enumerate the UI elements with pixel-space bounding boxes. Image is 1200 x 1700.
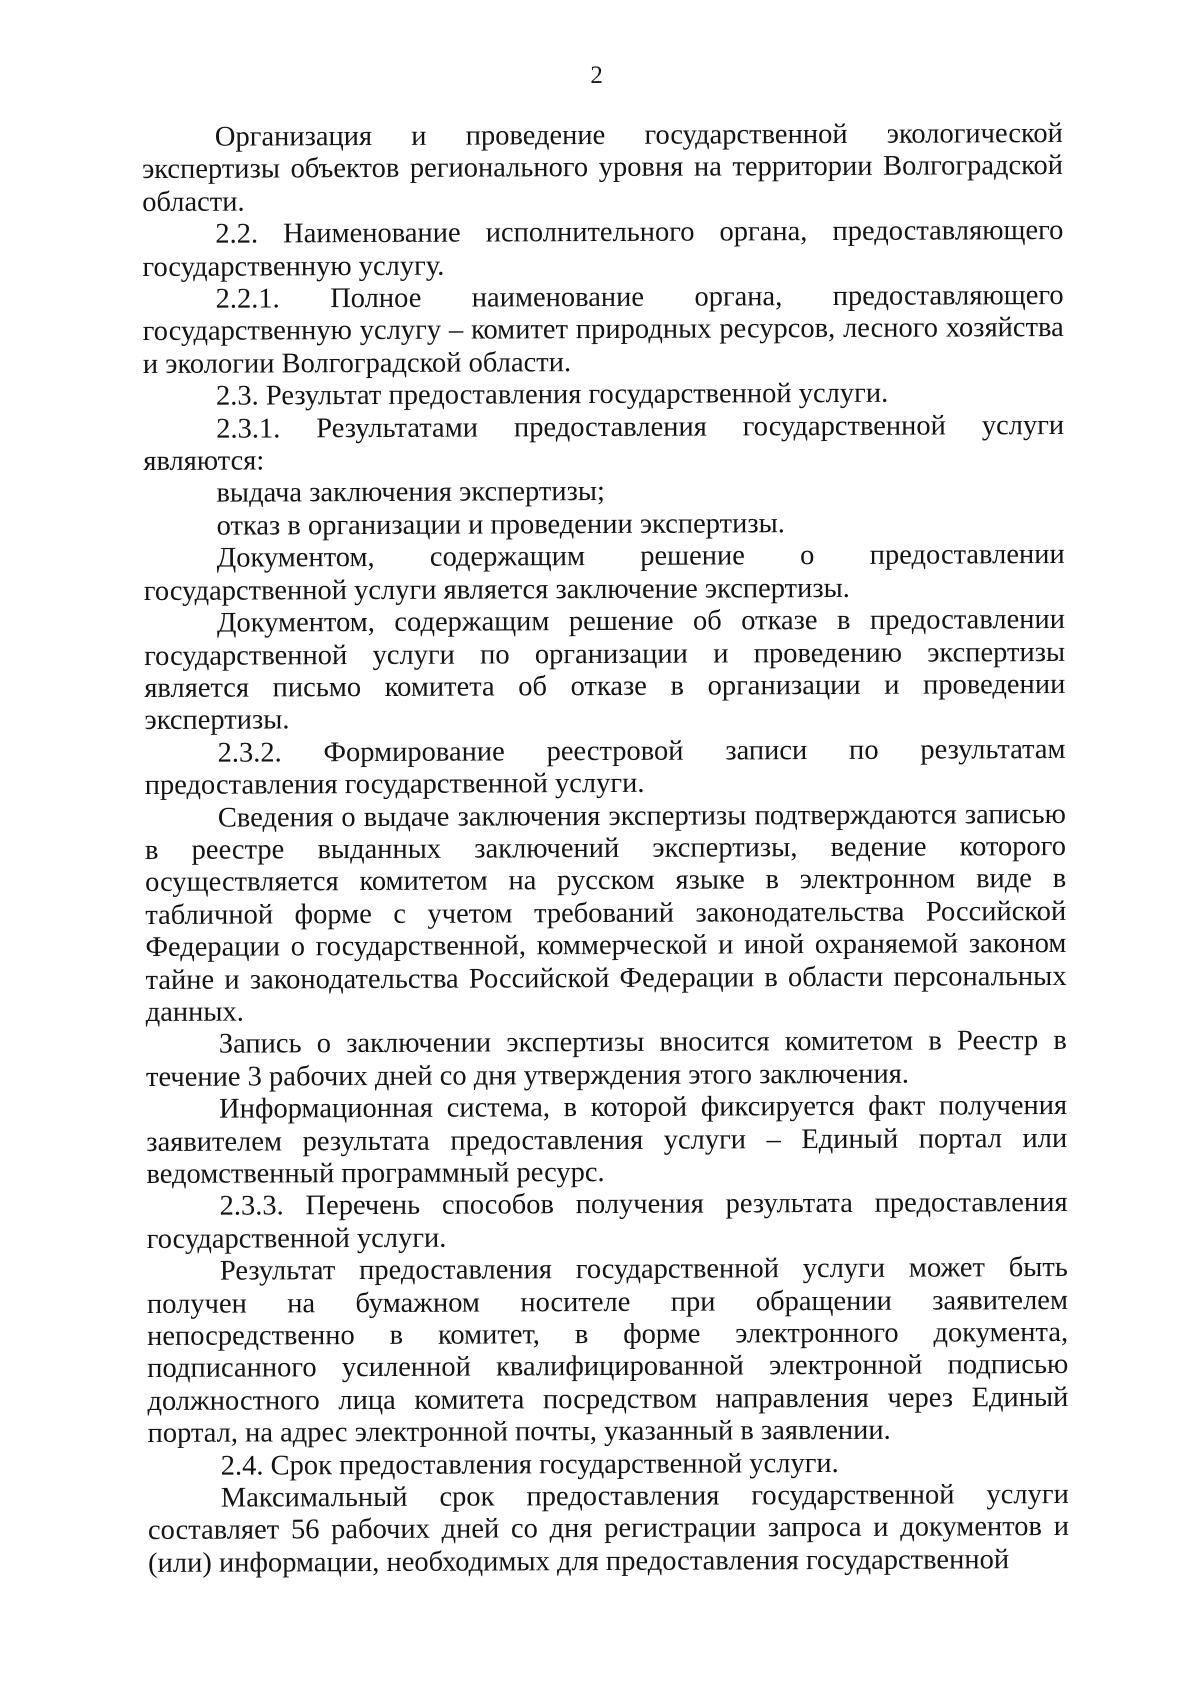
paragraph-2-2: 2.2. Наименование исполнительного органа, предоставляющего государственную услугу.	[142, 215, 1064, 283]
paragraph-service-name: Организация и проведение государственной экологической экспертизы объектов регионального уровня на территории Волгоградской области.	[141, 117, 1064, 218]
paragraph-registry-info: Сведения о выдаче заключения экспертизы подтверждаются записью в реестре выданных заключений экспертизы, ведение которого осуществляется комитетом на русском языке в электронном виде в табличной форме с учетом требований законодательства Российской Федерации о государственной, коммерческой и иной охраняемой законом тайне и законодательства Российской Федерации в области персональных данных.	[144, 798, 1067, 1028]
paragraph-2-3-2: 2.3.2. Формирование реестровой записи по результатам предоставления государственной услуги.	[144, 733, 1066, 802]
paragraph-max-term: Максимальный срок предоставления государственной услуги составляет 56 рабочих дней со дня регистрации запроса и документов и (или) информации, необходимых для предоставления государственной	[147, 1479, 1070, 1579]
document-body	[142, 118, 1069, 1580]
paragraph-registry-entry: Запись о заключении экспертизы вносится комитетом в Реестр в течение 3 рабочих дней со дня утверждения этого заключения.	[145, 1025, 1067, 1093]
paragraph-2-2-1: 2.2.1. Полное наименование органа, предоставляющего государственную услугу – комитет природных ресурсов, лесного хозяйства и экологии Волгоградской области.	[142, 280, 1064, 380]
paragraph-decision-document: Документом, содержащим решение о предоставлении государственной услуги является заключение экспертизы.	[143, 539, 1065, 607]
paragraph-2-3-3: 2.3.3. Перечень способов получения результата предоставления государственной услуги.	[146, 1187, 1068, 1255]
paragraph-2-4: 2.4. Срок предоставления государственной услуги.	[220, 1447, 839, 1482]
list-item-issue-conclusion: выдача заключения экспертизы;	[216, 476, 605, 510]
list-item-refusal: отказ в организации и проведении экспертизы.	[216, 508, 785, 542]
paragraph-2-3-1: 2.3.1. Результатами предоставления государственной услуги являются:	[143, 409, 1065, 478]
paragraph-result-methods: Результат предоставления государственной услуги может быть получен на бумажном носителе при обращении заявителем непосредственно в комитет, в форме электронного документа, подписанного усиленной квалифицированной электронной подписью должностного лица комитета посредством направления через Единый портал, на адрес электронной почты, указанный в заявлении.	[146, 1252, 1069, 1450]
page-number: 2	[590, 61, 603, 90]
paragraph-refusal-document: Документом, содержащим решение об отказе в предоставлении государственной услуги по организации и проведению экспертизы является письмо комитета об отказе в организации и проведении экспертизы.	[144, 604, 1066, 737]
paragraph-information-system: Информационная система, в которой фиксируется факт получения заявителем результата предоставления услуги – Единый портал или ведомственный программный ресурс.	[146, 1090, 1068, 1190]
paragraph-2-3: 2.3. Результат предоставления государственной услуги.	[215, 377, 889, 412]
